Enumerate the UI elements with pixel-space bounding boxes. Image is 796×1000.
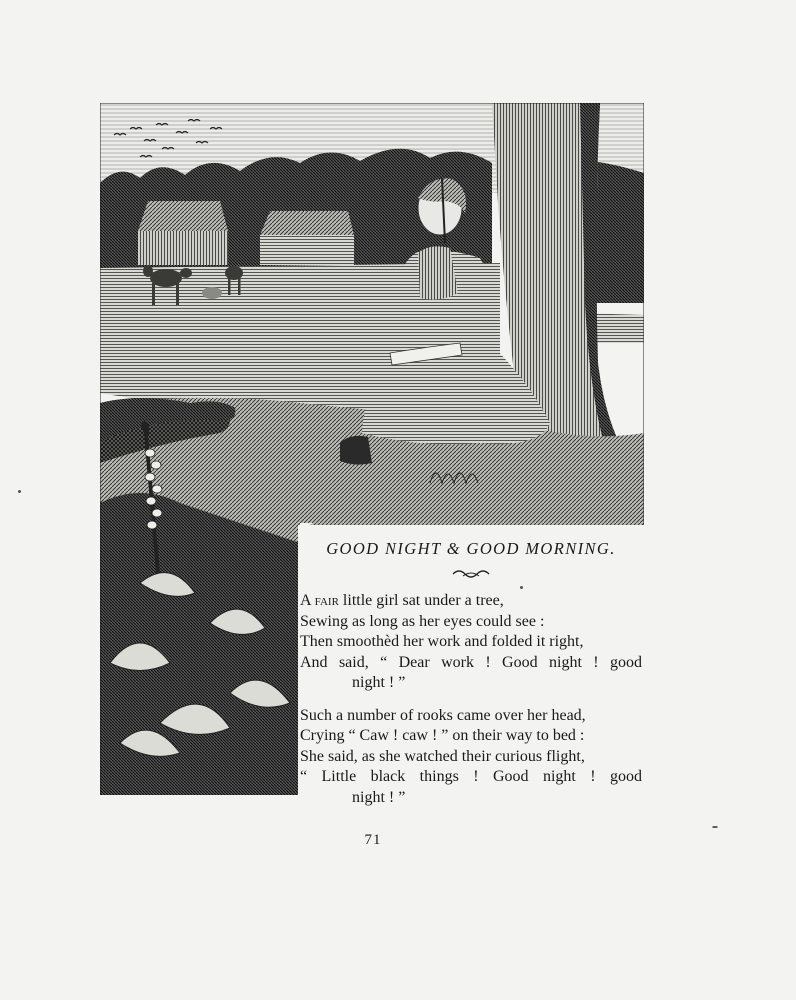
stanza-1 <box>300 591 642 694</box>
poem-line: night ! ” <box>352 674 406 691</box>
smallcaps-word: fair <box>314 592 339 609</box>
paper-speck <box>18 490 21 493</box>
stanza-2 <box>300 706 642 809</box>
poem-line: She said, as she watched their curious flight, <box>300 747 585 765</box>
title-ornament-icon <box>451 567 491 581</box>
poem-line: Then smoothèd her work and folded it right, <box>300 633 584 650</box>
poem-title: GOOD NIGHT & GOOD MORNING. <box>326 539 616 558</box>
engraving-foreground-plants <box>100 493 300 795</box>
poem-line: night ! ” <box>352 788 406 806</box>
poem-line: Such a number of rooks came over her head, <box>300 706 586 724</box>
poem-line: Crying “ Caw ! caw ! ” on their way to bed : <box>300 727 585 744</box>
poem-block <box>300 535 642 808</box>
poem-line: “ Little black things ! Good night ! good <box>300 768 642 785</box>
paper-speck <box>712 826 718 828</box>
page-number: 71 <box>364 832 382 848</box>
poem-line: And said, “ Dear work ! Good night ! good <box>300 653 642 671</box>
poem-line: Sewing as long as her eyes could see : <box>300 612 545 630</box>
paper-speck <box>520 586 523 589</box>
poem-line: A fair little girl sat under a tree, <box>300 592 504 609</box>
dropcap-word: A <box>300 592 311 609</box>
